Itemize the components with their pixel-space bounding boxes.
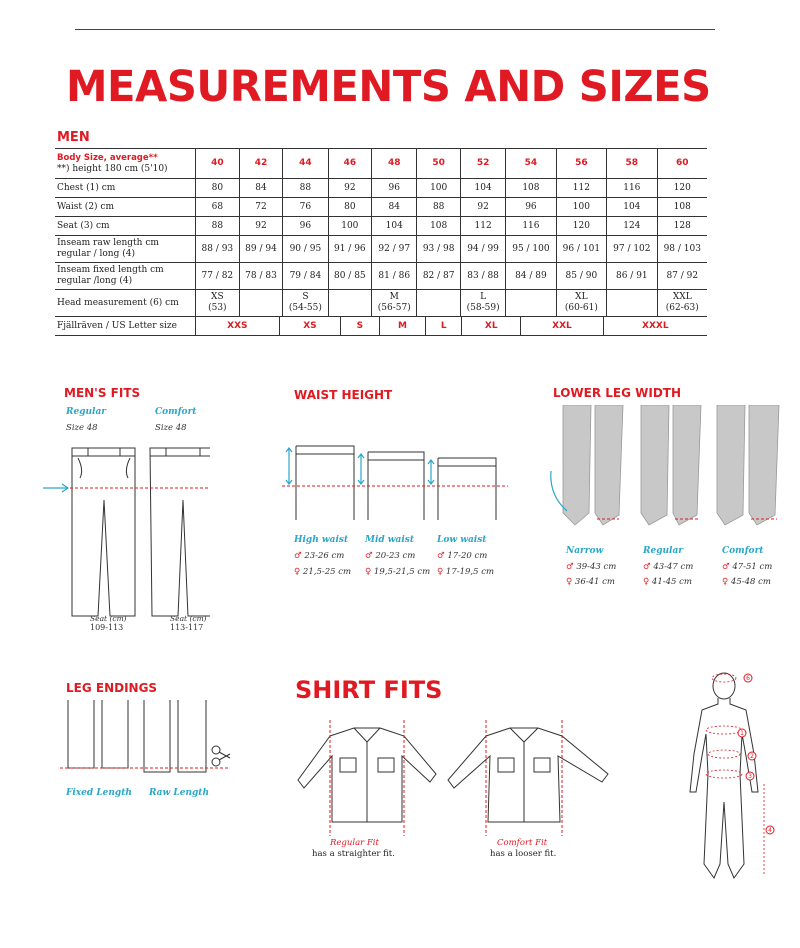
- mens-fits-regular-label: Regular: [66, 407, 107, 417]
- table-cell: 76: [283, 198, 328, 217]
- scissors-icon: [212, 746, 230, 766]
- female-icon: ♀: [294, 567, 301, 577]
- size-header-cell: 40: [196, 149, 240, 179]
- table-cell: 91 / 96: [328, 236, 372, 263]
- mens-fits-heading: MEN'S FITS: [64, 386, 141, 400]
- row-label-sub: regular /long (4): [57, 276, 133, 286]
- comfort-shirt-icon: [448, 728, 608, 822]
- leg-endings-illustration: [60, 700, 235, 780]
- table-cell: 85 / 90: [556, 263, 606, 290]
- letter-size-cell: M: [379, 317, 426, 335]
- table-row: [55, 217, 707, 236]
- mens-fits-trousers-illustration: [40, 440, 210, 620]
- table-cell: 94 / 99: [461, 236, 506, 263]
- table-cell: 88 / 93: [196, 236, 240, 263]
- head-cell: [283, 290, 328, 317]
- size-header-cell: 48: [372, 149, 417, 179]
- table-cell: 116: [607, 179, 657, 198]
- row-label: [55, 198, 196, 217]
- letter-size-cell: S: [341, 317, 379, 335]
- head-cell: [461, 290, 506, 317]
- female-icon: ♀: [365, 567, 372, 577]
- size-header-cell: 54: [506, 149, 556, 179]
- size-header-cell: 60: [657, 149, 707, 179]
- letter-subtable: [196, 317, 707, 335]
- table-header-label: [55, 149, 196, 179]
- row-label-sub: regular / long (4): [57, 249, 135, 259]
- waist-female-range: ♀ 21,5-25 cm: [294, 567, 352, 577]
- male-icon: ♂: [643, 562, 651, 572]
- table-cell: 80: [328, 198, 372, 217]
- mens-fits-comfort-size: Size 48: [155, 423, 187, 433]
- shirt-fits-heading: SHIRT FITS: [295, 676, 443, 704]
- head-cell: [657, 290, 707, 317]
- table-cell: 104: [372, 217, 417, 236]
- regular-fit-desc: has a straighter fit.: [312, 849, 395, 859]
- head-size: S: [302, 292, 309, 302]
- body-marker-number: 6: [746, 675, 750, 682]
- table-cell: 96: [283, 217, 328, 236]
- female-icon: ♀: [566, 577, 573, 587]
- row-label-text: Inseam fixed length cm: [57, 265, 164, 275]
- head-range: (54-55): [288, 303, 322, 313]
- table-cell: 84: [372, 198, 417, 217]
- head-cell: [417, 290, 461, 317]
- table-cell: 100: [556, 198, 606, 217]
- waist-height-heading: WAIST HEIGHT: [294, 388, 393, 402]
- size-header-cell: 50: [417, 149, 461, 179]
- table-row: [55, 263, 707, 290]
- leg-width-type-label: Narrow: [566, 546, 604, 556]
- table-cell: 81 / 86: [372, 263, 417, 290]
- row-label-text: Chest (1) cm: [57, 182, 116, 193]
- head-cell: [372, 290, 417, 317]
- leg-female-range: ♀ 41-45 cm: [643, 577, 692, 587]
- body-marker-number: 4: [768, 827, 772, 834]
- head-range: (53): [208, 303, 227, 313]
- comfort-trousers-icon: [150, 448, 210, 616]
- row-label-text: Seat (3) cm: [57, 220, 110, 231]
- table-cell: 82 / 87: [417, 263, 461, 290]
- head-cell: [607, 290, 657, 317]
- table-cell: 80: [196, 179, 240, 198]
- table-row: [55, 179, 707, 198]
- comfort-seat-value: 113-117: [170, 623, 204, 632]
- table-cell: 108: [657, 198, 707, 217]
- size-header-cell: 56: [556, 149, 606, 179]
- table-cell: 120: [556, 217, 606, 236]
- waist-male-range: ♂ 20-23 cm: [365, 551, 416, 561]
- men-heading: MEN: [57, 130, 90, 145]
- letter-size-cell: L: [426, 317, 462, 335]
- lower-leg-illustration: [545, 405, 785, 540]
- row-label: [55, 179, 196, 198]
- leg-male-range: ♂ 43-47 cm: [643, 562, 694, 572]
- leg-width-type-label: Comfort: [722, 546, 764, 556]
- table-cell: 95 / 100: [506, 236, 556, 263]
- head-size: XXL: [672, 292, 692, 302]
- table-cell: 68: [196, 198, 240, 217]
- mens-fits-comfort-label: Comfort: [155, 407, 197, 417]
- header-label-1: Body Size, average**: [57, 152, 158, 163]
- table-cell: 104: [607, 198, 657, 217]
- table-cell: 87 / 92: [657, 263, 707, 290]
- table-cell: 116: [506, 217, 556, 236]
- size-header-cell: 46: [328, 149, 372, 179]
- table-cell: 108: [506, 179, 556, 198]
- top-rule: [75, 29, 715, 30]
- head-size: XL: [575, 292, 588, 302]
- table-cell: 80 / 85: [328, 263, 372, 290]
- waist-female-range: ♀ 19,5-21,5 cm: [365, 567, 431, 577]
- body-measurement-figure: [668, 664, 786, 886]
- waist-female-range: ♀ 17-19,5 cm: [437, 567, 495, 577]
- table-cell: 120: [657, 179, 707, 198]
- table-cell: 84: [239, 179, 283, 198]
- male-icon: ♂: [566, 562, 574, 572]
- letter-size-cell: XL: [462, 317, 521, 335]
- table-cell: 92: [328, 179, 372, 198]
- comfort-fit-desc: has a looser fit.: [490, 849, 557, 859]
- row-label-text: Waist (2) cm: [57, 201, 114, 212]
- size-header-cell: 44: [283, 149, 328, 179]
- table-cell: 84 / 89: [506, 263, 556, 290]
- table-cell: 88: [417, 198, 461, 217]
- waist-type-label: Mid waist: [365, 535, 415, 545]
- table-cell: 100: [328, 217, 372, 236]
- leg-width-type-label: Regular: [643, 546, 684, 556]
- body-marker-number: 3: [748, 773, 752, 780]
- waist-male-range: ♂ 23-26 cm: [294, 551, 345, 561]
- head-size: L: [480, 292, 487, 302]
- table-row: [55, 198, 707, 217]
- row-label-text: Inseam raw length cm: [57, 238, 159, 248]
- table-cell: 83 / 88: [461, 263, 506, 290]
- head-range: (58-59): [466, 303, 500, 313]
- table-cell: 88: [283, 179, 328, 198]
- row-label: [55, 263, 196, 290]
- table-cell: 98 / 103: [657, 236, 707, 263]
- size-header-cell: 58: [607, 149, 657, 179]
- head-size: M: [389, 292, 399, 302]
- table-cell: 72: [239, 198, 283, 217]
- page-title: MEASUREMENTS AND SIZES: [66, 62, 711, 112]
- letter-size-row: [55, 317, 707, 336]
- raw-length-label: Raw Length: [149, 788, 209, 798]
- head-measurement-row: [55, 290, 707, 317]
- table-cell: 96: [372, 179, 417, 198]
- table-cell: 104: [461, 179, 506, 198]
- male-icon: ♂: [365, 551, 373, 561]
- head-cell: [328, 290, 372, 317]
- size-header-cell: 52: [461, 149, 506, 179]
- table-cell: 77 / 82: [196, 263, 240, 290]
- female-icon: ♀: [643, 577, 650, 587]
- table-cell: 88: [196, 217, 240, 236]
- table-cell: 92: [461, 198, 506, 217]
- letter-size-cell: XXL: [521, 317, 603, 335]
- male-icon: ♂: [294, 551, 302, 561]
- header-label-2: **) height 180 cm (5'10): [57, 163, 168, 174]
- waist-type-label: Low waist: [437, 535, 487, 545]
- lower-leg-heading: LOWER LEG WIDTH: [553, 386, 682, 400]
- table-cell: 128: [657, 217, 707, 236]
- letter-size-cell: XS: [279, 317, 341, 335]
- body-marker-number: 1: [740, 730, 744, 737]
- regular-seat-label: Seat (cm): [90, 614, 127, 623]
- row-label: [55, 217, 196, 236]
- head-cell: [506, 290, 556, 317]
- table-cell: 108: [417, 217, 461, 236]
- head-cell: [196, 290, 240, 317]
- table-cell: 90 / 95: [283, 236, 328, 263]
- leg-male-range: ♂ 47-51 cm: [722, 562, 773, 572]
- head-size: XS: [211, 292, 224, 302]
- comfort-seat-label: Seat (cm): [170, 614, 207, 623]
- table-cell: 93 / 98: [417, 236, 461, 263]
- table-cell: 97 / 102: [607, 236, 657, 263]
- regular-seat-value: 109-113: [90, 623, 124, 632]
- head-range: (62-63): [665, 303, 699, 313]
- letter-size-cell: XXXL: [603, 317, 707, 335]
- mens-fits-regular-size: Size 48: [66, 423, 98, 433]
- table-cell: 89 / 94: [239, 236, 283, 263]
- table-cell: 96: [506, 198, 556, 217]
- table-header-row: [55, 149, 707, 179]
- head-label: Head measurement (6) cm: [55, 290, 196, 317]
- head-cell: [556, 290, 606, 317]
- waist-type-label: High waist: [294, 535, 349, 545]
- fixed-length-label: Fixed Length: [66, 788, 132, 798]
- table-cell: 96 / 101: [556, 236, 606, 263]
- male-icon: ♂: [437, 551, 445, 561]
- waist-male-range: ♂ 17-20 cm: [437, 551, 488, 561]
- male-icon: ♂: [722, 562, 730, 572]
- table-row: [55, 236, 707, 263]
- leg-male-range: ♂ 39-43 cm: [566, 562, 617, 572]
- shirt-fits-illustration: [290, 718, 620, 838]
- letter-label: Fjällräven / US Letter size: [55, 317, 196, 336]
- table-cell: 79 / 84: [283, 263, 328, 290]
- waist-height-illustration: [282, 440, 512, 520]
- head-range: (56-57): [377, 303, 411, 313]
- female-icon: ♀: [437, 567, 444, 577]
- letter-size-cell: XXS: [227, 320, 248, 331]
- row-label: [55, 236, 196, 263]
- table-cell: 78 / 83: [239, 263, 283, 290]
- head-cell: [239, 290, 283, 317]
- leg-female-range: ♀ 45-48 cm: [722, 577, 771, 587]
- table-cell: 100: [417, 179, 461, 198]
- table-cell: 92: [239, 217, 283, 236]
- table-cell: 86 / 91: [607, 263, 657, 290]
- female-icon: ♀: [722, 577, 729, 587]
- head-range: (60-61): [564, 303, 598, 313]
- comfort-fit-label: Comfort Fit: [497, 838, 548, 848]
- body-marker-number: 2: [750, 753, 754, 760]
- table-cell: 92 / 97: [372, 236, 417, 263]
- regular-fit-label: Regular Fit: [330, 838, 379, 848]
- table-cell: 124: [607, 217, 657, 236]
- leg-female-range: ♀ 36-41 cm: [566, 577, 615, 587]
- size-header-cell: 42: [239, 149, 283, 179]
- table-cell: 112: [461, 217, 506, 236]
- table-cell: 112: [556, 179, 606, 198]
- size-table: [55, 148, 707, 336]
- leg-endings-heading: LEG ENDINGS: [66, 681, 158, 695]
